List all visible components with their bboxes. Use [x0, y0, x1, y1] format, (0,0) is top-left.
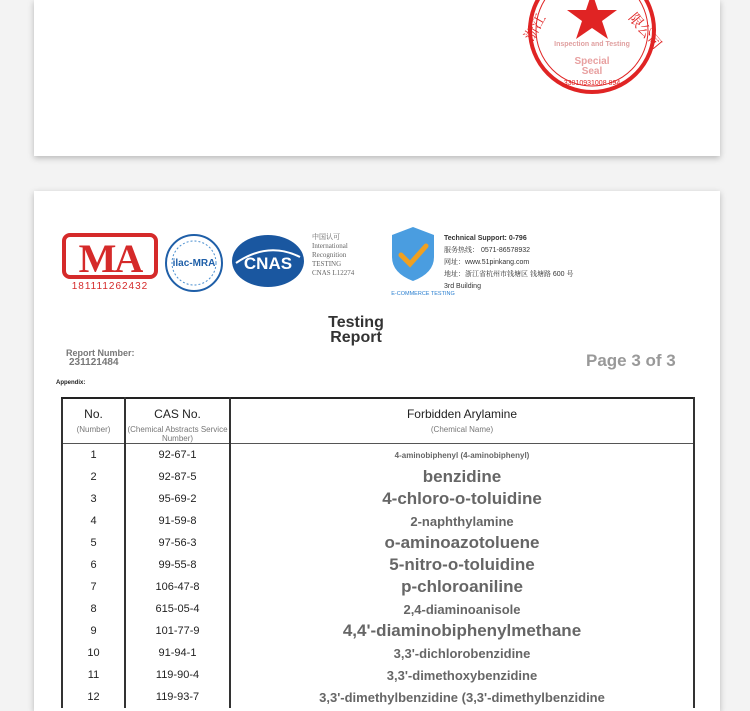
svg-text:Special: Special [574, 56, 610, 67]
report-number: 231121484 [69, 357, 119, 368]
cell-chemical-name: o-aminoazotoluene [230, 532, 694, 554]
page-indicator: Page 3 of 3 [586, 351, 676, 370]
table-row [62, 444, 694, 467]
svg-text:Inspection and Testing: Inspection and Testing [554, 41, 630, 48]
table-row [62, 686, 694, 708]
cell-chemical-name: p-chloroaniline [230, 576, 694, 598]
cert-line: TESTING [312, 260, 342, 268]
cell-cas-number: 615-05-4 [125, 598, 230, 620]
technical-support-info [444, 233, 664, 293]
website: 网址：www.51pinkang.com [444, 259, 530, 266]
column-header-cas [125, 398, 230, 444]
appendix-label: Appendix: [56, 380, 86, 386]
cell-cas-number: 91-94-1 [125, 642, 230, 664]
address: 地址：浙江省杭州市钱塘区 钱塘路 600 号 [444, 271, 574, 278]
table-row [62, 488, 694, 510]
cell-number: 4 [62, 510, 125, 532]
table-header-row [62, 398, 694, 444]
table-row [62, 642, 694, 664]
cell-chemical-name: 4-aminobiphenyl (4-aminobiphenyl) [230, 444, 694, 467]
svg-text:限公司: 限公司 [624, 10, 665, 53]
phone: 服务热线： 0571-86578932 [444, 247, 530, 254]
cnas-text: CNAS [243, 254, 293, 273]
table-row [62, 664, 694, 686]
title-line-2: Report [330, 329, 382, 346]
cell-cas-number: 97-56-3 [125, 532, 230, 554]
cell-chemical-name: 2,4-diaminoanisole [230, 598, 694, 620]
report-number-label: Report Number: [66, 348, 135, 358]
column-header-no [62, 398, 125, 444]
cell-cas-number: 101-77-9 [125, 620, 230, 642]
cert-line: Recognition [312, 251, 347, 259]
cell-number: 7 [62, 576, 125, 598]
ilac-mra-logo [164, 233, 224, 293]
table-row [62, 510, 694, 532]
column-subtitle: (Chemical Name) [430, 425, 494, 434]
cell-number: 8 [62, 598, 125, 620]
cell-number: 9 [62, 620, 125, 642]
table-row [62, 620, 694, 642]
column-subtitle: (Chemical Abstracts Service Number) [127, 425, 228, 443]
building: 3rd Building [444, 283, 481, 290]
tech-support: Technical Support: 0-796 [444, 235, 527, 242]
previous-page-card [34, 0, 720, 156]
cell-cas-number: 119-93-7 [125, 686, 230, 708]
official-seal-stamp [521, 0, 665, 108]
cell-chemical-name: 4,4'-diaminobiphenylmethane [230, 620, 694, 642]
cell-number: 11 [62, 664, 125, 686]
column-title: CAS No. [154, 407, 201, 421]
cell-number: 6 [62, 554, 125, 576]
cell-number: 5 [62, 532, 125, 554]
table-row [62, 554, 694, 576]
report-page-card [34, 191, 720, 711]
table-row [62, 598, 694, 620]
cell-cas-number: 91-59-8 [125, 510, 230, 532]
column-title: Forbidden Arylamine [406, 407, 518, 421]
china-recognition-block [312, 233, 372, 278]
cell-number: 1 [62, 444, 125, 467]
cell-cas-number: 95-69-2 [125, 488, 230, 510]
cnas-logo [230, 233, 306, 289]
title-line-1: Testing [328, 314, 384, 331]
forbidden-arylamine-table [61, 397, 695, 708]
cell-chemical-name: 2-naphthylamine [230, 510, 694, 532]
cell-number: 12 [62, 686, 125, 708]
column-title: No. [84, 407, 103, 421]
cma-mark: MA [62, 233, 158, 279]
cert-line: 中国认可 [312, 233, 340, 241]
cell-cas-number: 119-90-4 [125, 664, 230, 686]
cell-number: 2 [62, 466, 125, 488]
svg-text:33010931008 894: 33010931008 894 [563, 80, 621, 87]
cell-chemical-name: 3,3'-dimethylbenzidine (3,3'-dimethylbenzidine [230, 686, 694, 708]
cell-cas-number: 92-67-1 [125, 444, 230, 467]
cell-chemical-name: 3,3'-dimethoxybenzidine [230, 664, 694, 686]
ilac-text: ilac-MRA [172, 258, 216, 269]
cell-cas-number: 106-47-8 [125, 576, 230, 598]
table-row [62, 466, 694, 488]
cell-chemical-name: 5-nitro-o-toluidine [230, 554, 694, 576]
cert-line: International [312, 242, 348, 250]
table-row [62, 532, 694, 554]
accreditation-logos [34, 221, 720, 311]
column-header-name [230, 398, 694, 444]
svg-text:Seal: Seal [581, 66, 603, 77]
report-title [296, 315, 416, 345]
cell-chemical-name: 4-chloro-o-toluidine [230, 488, 694, 510]
cell-cas-number: 99-55-8 [125, 554, 230, 576]
table-row [62, 576, 694, 598]
ecert-label: E-COMMERCE TESTING [391, 291, 455, 297]
cell-number: 10 [62, 642, 125, 664]
column-subtitle: (Number) [76, 425, 111, 434]
svg-text:浙江: 浙江 [521, 11, 550, 44]
table-body [62, 444, 694, 709]
cell-number: 3 [62, 488, 125, 510]
cell-chemical-name: 3,3'-dichlorobenzidine [230, 642, 694, 664]
cell-cas-number: 92-87-5 [125, 466, 230, 488]
cell-chemical-name: benzidine [230, 466, 694, 488]
cma-logo [62, 233, 158, 292]
cma-code: 181111262432 [71, 281, 149, 292]
cert-line: CNAS L12274 [312, 269, 355, 277]
